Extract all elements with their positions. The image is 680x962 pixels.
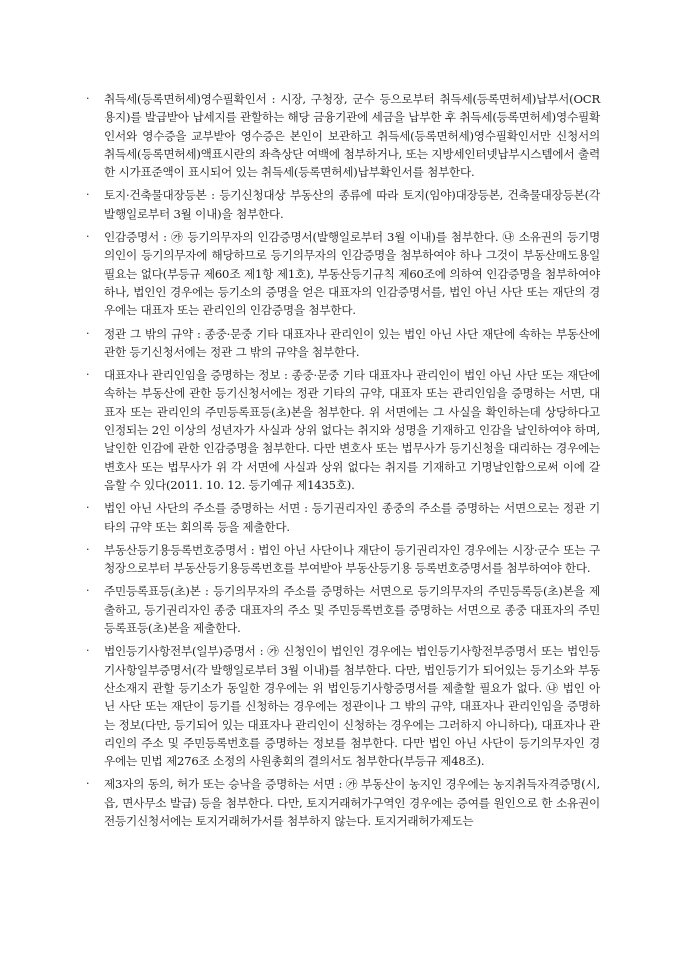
list-item	[86, 582, 600, 637]
item-text: 법인 아닌 사단의 주소를 증명하는 서면 : 등기권리자인 종중의 주소를 증명하는 서면으로는 정관 기타의 규약 또는 회의록 등을 제출한다.	[104, 501, 600, 534]
list-item	[86, 499, 600, 536]
attachment-list	[86, 90, 600, 830]
item-text: 토지·건축물대장등본 : 등기신청대상 부동산의 종류에 따라 토지(임야)대장등본, 건축물대장등본(각 발행일로부터 3월 이내)을 첨부한다.	[104, 188, 600, 221]
list-item	[86, 541, 600, 578]
item-text: 인감증명서 : ㉮ 등기의무자의 인감증명서(발행일로부터 3월 이내)를 첨부한다. ㉯ 소유권의 등기명의인이 등기의무자에 해당하므로 등기의무자의 인감증명을 첨부하여야 하나 그것이 부동산매도용일 필요는 없다(부등규 제60조 제1항 제1호), 부동산등기규칙 제60조에 의하여 인감증명을 첨부하여야 하나, 법인인 경우에는 등기소의 증명을 얻은 대표자의 인감증명서를, 법인 아닌 사단 또는 재단의 경우에는 대표자 또는 관리인의 인감증명을 첨부한다.	[104, 230, 600, 318]
bullet-icon: ·	[86, 501, 90, 515]
item-text: 제3자의 동의, 허가 또는 승낙을 증명하는 서면 : ㉮ 부동산이 농지인 경우에는 농지취득자격증명(시, 읍, 면사무소 발급) 등을 첨부한다. 다만, 토지거래허가구역인 경우에는 증여를 원인으로 한 소유권이전등기신청서에는 토지거래허가서를 첨부하지 않는다. 토지거래허가제도는	[104, 777, 600, 828]
item-text: 대표자나 관리인임을 증명하는 정보 : 종중·문중 기타 대표자나 관리인이 법인 아닌 사단 또는 재단에 속하는 부동산에 관한 등기신청서에는 정관 기타의 규약, 대표자 또는 관리인임을 증명하는 서면, 대표자 또는 관리인의 주민등록표등(초)본을 첨부한다. 위 서면에는 그 사실을 확인하는데 상당하다고 인정되는 2인 이상의 성년자가 사실과 상위 없다는 취지와 성명을 기재하고 인감을 날인하여야 하며, 날인한 인감에 관한 인감증명을 첨부한다. 다만 변호사 또는 법무사가 등기신청을 대리하는 경우에는 변호사 또는 법무사가 위 각 서면에 사실과 상위 없다는 취지를 기재하고 기명날인함으로써 이에 갈음할 수 있다(2011. 10. 12. 등기예규 제1435호).	[104, 368, 600, 492]
bullet-icon: ·	[86, 368, 90, 382]
list-item	[86, 366, 600, 494]
list-item	[86, 325, 600, 362]
list-item	[86, 775, 600, 830]
bullet-icon: ·	[86, 230, 90, 244]
list-item	[86, 642, 600, 770]
item-text: 법인등기사항전부(일부)증명서 : ㉮ 신청인이 법인인 경우에는 법인등기사항전부증명서 또는 법인등기사항일부증명서(각 발행일로부터 3월 이내)를 첨부한다. 다만, 법인등기가 되어있는 등기소와 부동산소재지 관할 등기소가 동일한 경우에는 위 법인등기사항증명서를 제출할 필요가 없다. ㉯ 법인 아닌 사단 또는 재단이 등기를 신청하는 경우에는 정관이나 그 밖의 규약, 대표자나 관리인임을 증명하는 정보(다만, 등기되어 있는 대표자나 관리인이 신청하는 경우에는 그러하지 아니하다), 대표자나 관리인의 주소 및 주민등록번호를 증명하는 정보를 첨부한다. 다만 법인 아닌 사단이 등기의무자인 경우에는 민법 제276조 소정의 사원총회의 결의서도 첨부한다(부등규 제48조).	[104, 644, 600, 769]
bullet-icon: ·	[86, 92, 90, 105]
item-text: 정관 그 밖의 규약 : 종중·문중 기타 대표자나 관리인이 있는 법인 아닌 사단 재단에 속하는 부동산에 관한 등기신청서에는 정관 그 밖의 규약을 첨부한다.	[104, 326, 600, 359]
list-item	[86, 228, 600, 319]
item-text: 취득세(등록면허세)영수필확인서 : 시장, 구청장, 군수 등으로부터 취득세(등록면허세)납부서(OCR용지)를 발급받아 납세지를 관할하는 해당 금융기관에 세금을 납부한 후 취득세(등록면허세)영수필확인서와 영수증을 교부받아 영수증은 본인이 보관하고 취득세(등록면허세)영수필확인서만 신청서의 취득세(등록면허세)액표시란의 좌측상단 여백에 첨부하거나, 또는 지방세인터넷납부시스템에서 출력한 시가표준액이 표시되어 있는 취득세(등록면허세)납부확인서를 첨부한다.	[104, 92, 600, 180]
item-text: 부동산등기용등록번호증명서 : 법인 아닌 사단이나 재단이 등기권리자인 경우에는 시장·군수 또는 구청장으로부터 부동산등기용등록번호를 부여받아 부동산등기용 등록번호증명서를 첨부하여야 한다.	[104, 542, 600, 576]
bullet-icon: ·	[86, 777, 90, 791]
bullet-icon: ·	[86, 326, 90, 340]
bullet-icon: ·	[86, 644, 90, 658]
item-text: 주민등록표등(초)본 : 등기의무자의 주소를 증명하는 서면으로 등기의무자의 주민등록등(초)본을 제출하고, 등기권리자인 종중 대표자의 주소 및 주민등록번호를 증명하는 서면으로 종중 대표자의 주민등록표등(초)본을 제출한다.	[104, 584, 600, 636]
list-item	[86, 186, 600, 223]
bullet-icon: ·	[86, 584, 90, 598]
list-item	[86, 90, 600, 181]
bullet-icon: ·	[86, 188, 90, 202]
bullet-icon: ·	[86, 542, 90, 556]
